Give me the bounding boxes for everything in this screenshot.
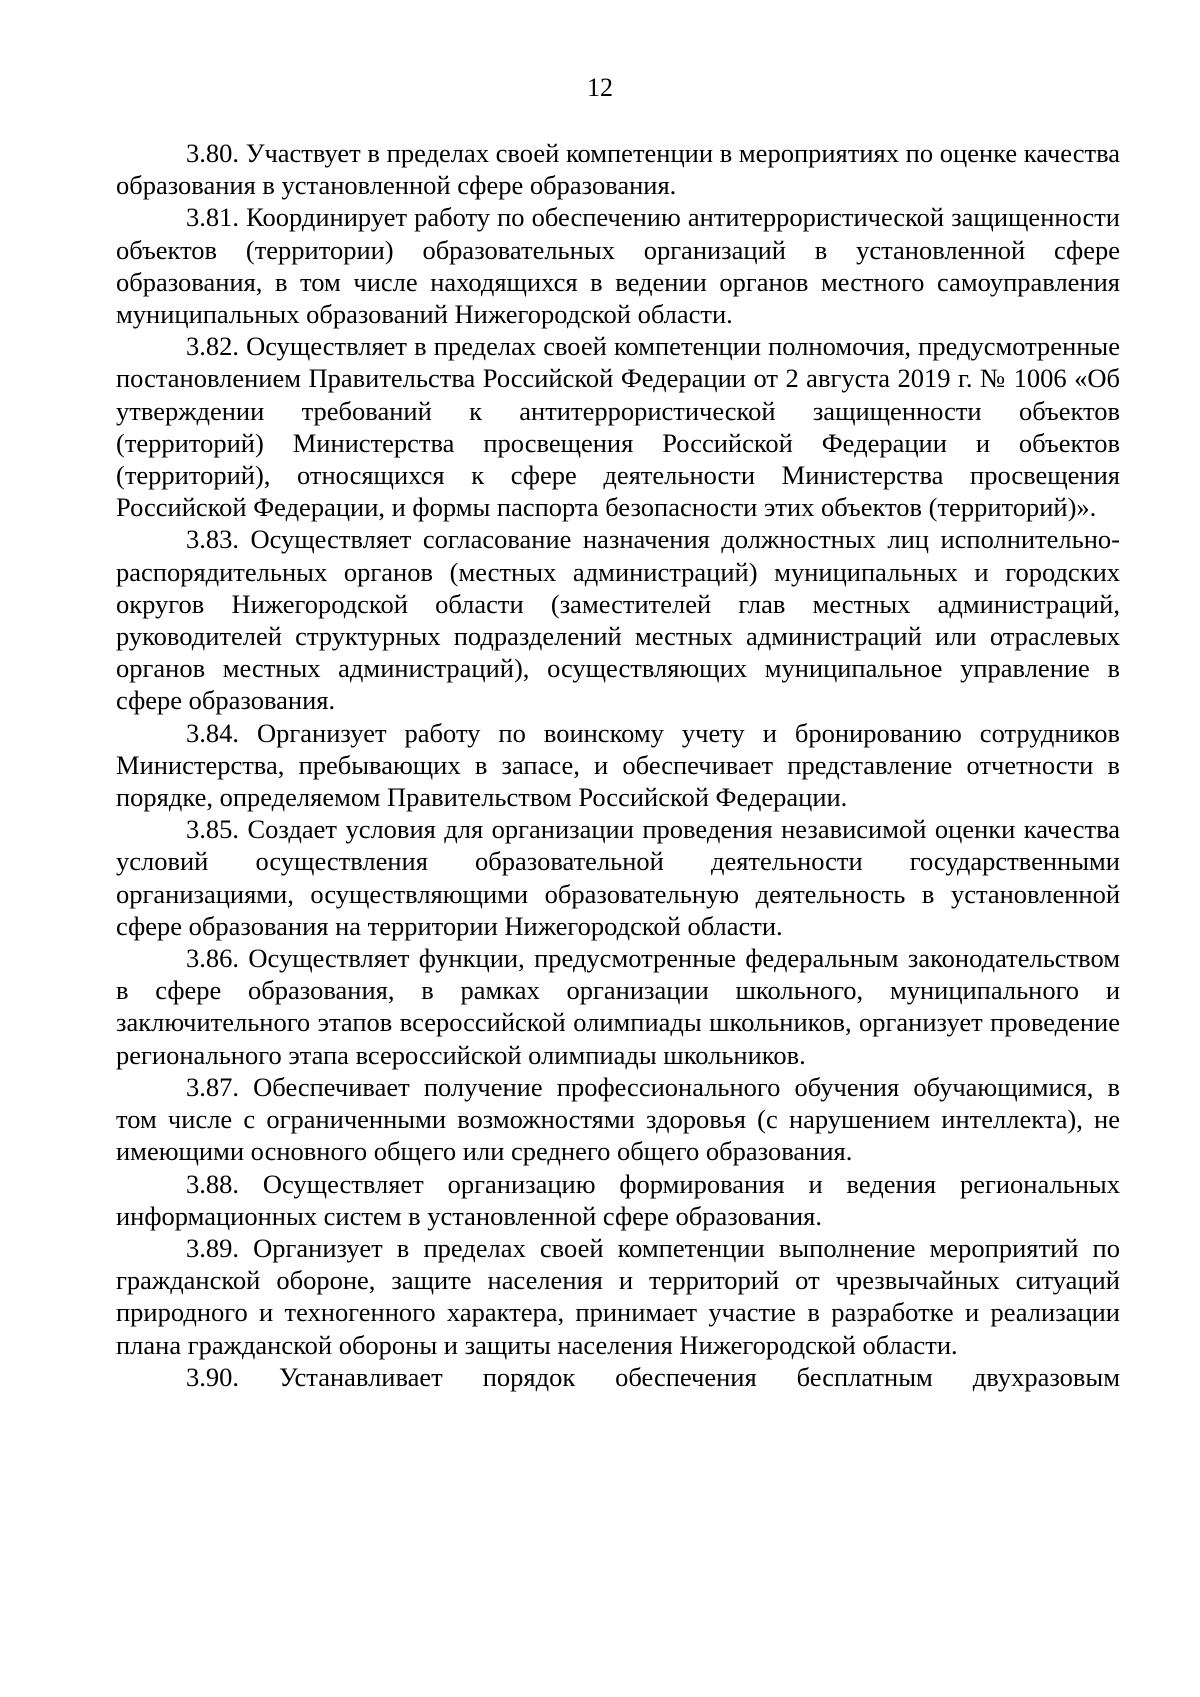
paragraph-3-81: 3.81. Координирует работу по обеспечению антитеррористической защищенности объектов (территории) образовательных организаций в установленной сфере образования, в том числе находящихся в ведении органов местного самоуправления муниципальных образований Нижегородской области. (116, 202, 1120, 330)
document-body (116, 137, 1120, 1393)
paragraph-3-87: 3.87. Обеспечивает получение профессионального обучения обучающимися, в том числе с ограниченными возможностями здоровья (с нарушением интеллекта), не имеющими основного общего или среднего общего образования. (116, 1071, 1120, 1167)
paragraph-3-90: 3.90. Устанавливает порядок обеспечения бесплатным двухразовым (186, 1361, 1120, 1392)
page-number: 12 (587, 73, 613, 102)
paragraph-3-83: 3.83. Осуществляет согласование назначения должностных лиц исполнительно-распорядительных органов (местных администраций) муниципальных и городских округов Нижегородской области (заместителей глав местных администраций, руководителей структурных подразделений местных администраций или отраслевых органов местных администраций), осуществляющих муниципальное управление в сфере образования. (116, 524, 1120, 716)
paragraph-3-88: 3.88. Осуществляет организацию формирования и ведения региональных информационных систем в установленной сфере образования. (116, 1168, 1120, 1231)
paragraph-3-85: 3.85. Создает условия для организации проведения независимой оценки качества условий осуществления образовательной деятельности государственными организациями, осуществляющими образовательную деятельность в установленной сфере образования на территории Нижегородской области. (116, 814, 1120, 941)
paragraph-3-89: 3.89. Организует в пределах своей компетенции выполнение мероприятий по гражданской обороне, защите населения и территорий от чрезвычайных ситуаций природного и техногенного характера, принимает участие в разработке и реализации плана гражданской обороны и защиты населения Нижегородской области. (116, 1232, 1120, 1360)
paragraph-3-86: 3.86. Осуществляет функции, предусмотренные федеральным законодательством в сфере образования, в рамках организации школьного, муниципального и заключительного этапов всероссийской олимпиады школьников, организует проведение регионального этапа всероссийской олимпиады школьников. (116, 943, 1120, 1070)
paragraph-3-84: 3.84. Организует работу по воинскому учету и бронированию сотрудников Министерства, пребывающих в запасе, и обеспечивает представление отчетности в порядке, определяемом Правительством Российской Федерации. (116, 717, 1120, 813)
paragraph-3-82: 3.82. Осуществляет в пределах своей компетенции полномочия, предусмотренные постановлением Правительства Российской Федерации от 2 августа 2019 г. № 1006 «Об утверждении требований к антитеррористической защищенности объектов (территорий) Министерства просвещения Российской Федерации и объектов (территорий), относящихся к сфере деятельности Министерства просвещения Российской Федерации, и формы паспорта безопасности этих объектов (территорий)». (116, 331, 1120, 523)
paragraph-3-80: 3.80. Участвует в пределах своей компетенции в мероприятиях по оценке качества образования в установленной сфере образования. (116, 138, 1120, 201)
